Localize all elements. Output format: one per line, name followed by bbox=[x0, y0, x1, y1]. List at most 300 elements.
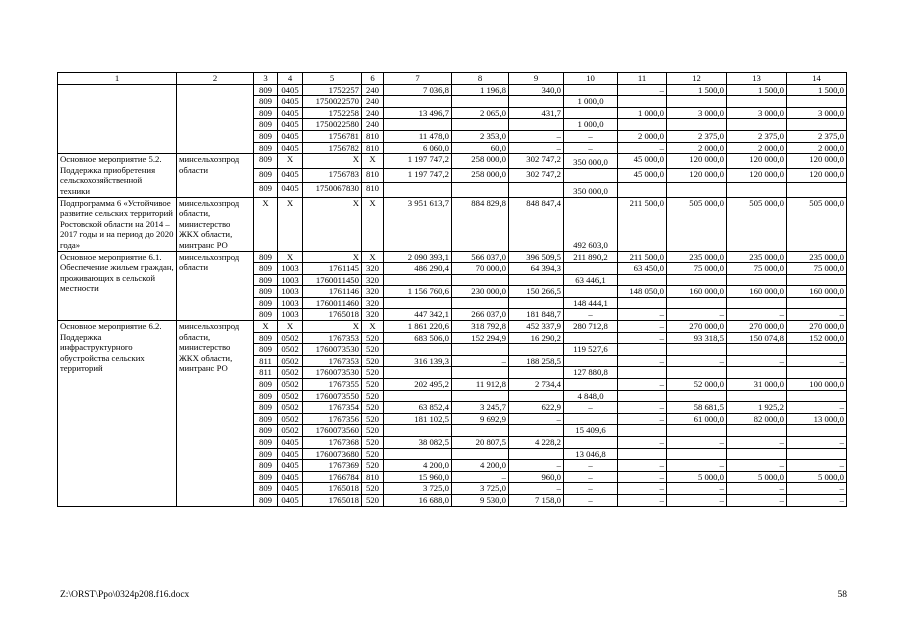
value-cell: 505 000,0 bbox=[787, 197, 847, 251]
value-cell: 60,0 bbox=[452, 142, 509, 154]
value-cell: – bbox=[727, 494, 787, 506]
value-cell: 38 082,5 bbox=[384, 437, 452, 449]
value-cell: 492 603,0 bbox=[564, 197, 618, 251]
value-cell: – bbox=[618, 460, 667, 472]
value-cell: 258 000,0 bbox=[452, 154, 509, 168]
value-cell bbox=[667, 297, 727, 309]
value-cell: 13 000,0 bbox=[787, 413, 847, 425]
value-cell: – bbox=[667, 437, 727, 449]
value-cell: – bbox=[787, 355, 847, 367]
value-cell: 1 196,8 bbox=[452, 84, 509, 96]
code-cell: 0405 bbox=[278, 107, 303, 119]
code-cell: 0405 bbox=[278, 448, 303, 460]
value-cell: – bbox=[618, 483, 667, 495]
value-cell: 16 688,0 bbox=[384, 494, 452, 506]
value-cell: – bbox=[452, 471, 509, 483]
code-cell: 1760073550 bbox=[303, 390, 362, 402]
code-cell: 0405 bbox=[278, 168, 303, 182]
code-cell: 810 bbox=[362, 142, 384, 154]
value-cell bbox=[727, 390, 787, 402]
value-cell: 6 060,0 bbox=[384, 142, 452, 154]
value-cell bbox=[727, 425, 787, 437]
footer-file-path: Z:\ORST\Ppo\0324p208.f16.docx bbox=[60, 590, 190, 600]
header-cell: 7 bbox=[384, 73, 452, 85]
value-cell: 1 500,0 bbox=[667, 84, 727, 96]
value-cell bbox=[787, 344, 847, 356]
value-cell: – bbox=[727, 355, 787, 367]
value-cell: 58 681,5 bbox=[667, 402, 727, 414]
header-cell: 8 bbox=[452, 73, 509, 85]
code-cell: 809 bbox=[254, 286, 278, 298]
value-cell: 75 000,0 bbox=[727, 263, 787, 275]
value-cell: 3 000,0 bbox=[667, 107, 727, 119]
code-cell: 809 bbox=[254, 309, 278, 321]
value-cell: 2 000,0 bbox=[787, 142, 847, 154]
value-cell bbox=[564, 437, 618, 449]
code-cell: 240 bbox=[362, 84, 384, 96]
code-cell: 520 bbox=[362, 379, 384, 391]
value-cell: 447 342,1 bbox=[384, 309, 452, 321]
value-cell bbox=[509, 448, 564, 460]
value-cell: 52 000,0 bbox=[667, 379, 727, 391]
value-cell: 11 478,0 bbox=[384, 130, 452, 142]
table-row bbox=[58, 321, 847, 333]
value-cell: – bbox=[564, 460, 618, 472]
value-cell bbox=[384, 425, 452, 437]
value-cell: 566 037,0 bbox=[452, 251, 509, 263]
code-cell: 0405 bbox=[278, 437, 303, 449]
code-cell: 0502 bbox=[278, 332, 303, 344]
value-cell: 280 712,8 bbox=[564, 321, 618, 333]
value-cell: 61 000,0 bbox=[667, 413, 727, 425]
value-cell: 127 880,8 bbox=[564, 367, 618, 379]
value-cell: – bbox=[509, 413, 564, 425]
value-cell bbox=[452, 274, 509, 286]
program-name-cell: Основное мероприятие 6.1. Обеспечение жильем граждан, проживающих в сельской местности bbox=[58, 251, 177, 321]
value-cell bbox=[384, 274, 452, 286]
value-cell: 63 852,4 bbox=[384, 402, 452, 414]
code-cell: 809 bbox=[254, 332, 278, 344]
value-cell: – bbox=[727, 460, 787, 472]
value-cell: 302 747,2 bbox=[509, 154, 564, 168]
value-cell: 63 446,1 bbox=[564, 274, 618, 286]
value-cell: 15 409,6 bbox=[564, 425, 618, 437]
value-cell bbox=[384, 183, 452, 197]
value-cell: 5 000,0 bbox=[787, 471, 847, 483]
value-cell bbox=[564, 84, 618, 96]
value-cell bbox=[564, 379, 618, 391]
value-cell bbox=[618, 274, 667, 286]
value-cell: 302 747,2 bbox=[509, 168, 564, 182]
code-cell: 1756783 bbox=[303, 168, 362, 182]
value-cell bbox=[667, 425, 727, 437]
value-cell: 4 848,0 bbox=[564, 390, 618, 402]
value-cell: 258 000,0 bbox=[452, 168, 509, 182]
code-cell: 520 bbox=[362, 402, 384, 414]
code-cell: 1767368 bbox=[303, 437, 362, 449]
value-cell bbox=[384, 448, 452, 460]
value-cell: – bbox=[452, 355, 509, 367]
value-cell: – bbox=[564, 402, 618, 414]
value-cell: 160 000,0 bbox=[787, 286, 847, 298]
value-cell: 211 500,0 bbox=[618, 197, 667, 251]
program-name-cell: Основное мероприятие 6.2. Поддержка инфраструктурного обустройства сельских территорий bbox=[58, 321, 177, 507]
value-cell: 160 000,0 bbox=[727, 286, 787, 298]
executor-cell: минсельхозпрод области, министерство ЖКХ области, минтранс РО bbox=[177, 197, 254, 251]
value-cell bbox=[452, 96, 509, 108]
value-cell: 235 000,0 bbox=[787, 251, 847, 263]
value-cell: 1 197 747,2 bbox=[384, 168, 452, 182]
value-cell: – bbox=[787, 437, 847, 449]
value-cell: 31 000,0 bbox=[727, 379, 787, 391]
value-cell: 70 000,0 bbox=[452, 263, 509, 275]
code-cell: 1767369 bbox=[303, 460, 362, 472]
code-cell: X bbox=[362, 154, 384, 168]
value-cell: 13 046,8 bbox=[564, 448, 618, 460]
value-cell: 152 000,0 bbox=[787, 332, 847, 344]
value-cell: 270 000,0 bbox=[667, 321, 727, 333]
value-cell bbox=[618, 390, 667, 402]
header-cell: 1 bbox=[58, 73, 177, 85]
table-body bbox=[58, 73, 847, 507]
value-cell: – bbox=[618, 332, 667, 344]
value-cell bbox=[667, 448, 727, 460]
value-cell: 160 000,0 bbox=[667, 286, 727, 298]
value-cell bbox=[384, 344, 452, 356]
value-cell: 75 000,0 bbox=[787, 263, 847, 275]
code-cell: 0502 bbox=[278, 390, 303, 402]
value-cell: 230 000,0 bbox=[452, 286, 509, 298]
value-cell bbox=[509, 96, 564, 108]
value-cell bbox=[787, 367, 847, 379]
code-cell: 809 bbox=[254, 154, 278, 168]
code-cell: 0405 bbox=[278, 183, 303, 197]
code-cell: 1765018 bbox=[303, 309, 362, 321]
header-cell: 12 bbox=[667, 73, 727, 85]
header-cell: 2 bbox=[177, 73, 254, 85]
code-cell: 1750022570 bbox=[303, 96, 362, 108]
value-cell: – bbox=[787, 483, 847, 495]
code-cell: 1765018 bbox=[303, 483, 362, 495]
value-cell bbox=[564, 168, 618, 182]
value-cell: 4 200,0 bbox=[384, 460, 452, 472]
value-cell bbox=[564, 413, 618, 425]
code-cell: 0405 bbox=[278, 96, 303, 108]
code-cell: 1760073680 bbox=[303, 448, 362, 460]
value-cell bbox=[564, 332, 618, 344]
value-cell: 2 000,0 bbox=[727, 142, 787, 154]
value-cell: 64 394,3 bbox=[509, 263, 564, 275]
value-cell: 45 000,0 bbox=[618, 154, 667, 168]
value-cell bbox=[727, 297, 787, 309]
value-cell: – bbox=[509, 460, 564, 472]
code-cell: 520 bbox=[362, 425, 384, 437]
value-cell: 1 000,0 bbox=[564, 119, 618, 131]
value-cell: 5 000,0 bbox=[667, 471, 727, 483]
header-cell: 4 bbox=[278, 73, 303, 85]
header-cell: 6 bbox=[362, 73, 384, 85]
value-cell: 202 495,2 bbox=[384, 379, 452, 391]
code-cell: 1760011460 bbox=[303, 297, 362, 309]
value-cell bbox=[384, 297, 452, 309]
value-cell: – bbox=[618, 471, 667, 483]
value-cell: – bbox=[564, 309, 618, 321]
value-cell: – bbox=[564, 471, 618, 483]
code-cell: 1761146 bbox=[303, 286, 362, 298]
code-cell: 0502 bbox=[278, 402, 303, 414]
code-cell: 809 bbox=[254, 96, 278, 108]
value-cell: 1 156 760,6 bbox=[384, 286, 452, 298]
code-cell: 520 bbox=[362, 437, 384, 449]
value-cell: 188 258,5 bbox=[509, 355, 564, 367]
code-cell: 1003 bbox=[278, 274, 303, 286]
value-cell: 93 318,5 bbox=[667, 332, 727, 344]
value-cell: 340,0 bbox=[509, 84, 564, 96]
value-cell: 396 509,5 bbox=[509, 251, 564, 263]
value-cell: 4 228,2 bbox=[509, 437, 564, 449]
code-cell: 809 bbox=[254, 494, 278, 506]
value-cell bbox=[787, 390, 847, 402]
value-cell bbox=[564, 286, 618, 298]
value-cell bbox=[667, 390, 727, 402]
code-cell: 1760073530 bbox=[303, 344, 362, 356]
value-cell bbox=[667, 274, 727, 286]
value-cell bbox=[509, 183, 564, 197]
value-cell: – bbox=[667, 483, 727, 495]
value-cell bbox=[618, 119, 667, 131]
value-cell bbox=[787, 448, 847, 460]
executor-cell bbox=[177, 84, 254, 154]
code-cell: 320 bbox=[362, 286, 384, 298]
value-cell: 270 000,0 bbox=[727, 321, 787, 333]
code-cell: 811 bbox=[254, 367, 278, 379]
value-cell: – bbox=[618, 309, 667, 321]
page-number: 58 bbox=[837, 590, 847, 600]
value-cell: 884 829,8 bbox=[452, 197, 509, 251]
value-cell: 211 890,2 bbox=[564, 251, 618, 263]
code-cell: 0502 bbox=[278, 379, 303, 391]
code-cell: X bbox=[303, 251, 362, 263]
code-cell: X bbox=[278, 154, 303, 168]
value-cell bbox=[618, 344, 667, 356]
value-cell: 505 000,0 bbox=[727, 197, 787, 251]
value-cell: 316 139,3 bbox=[384, 355, 452, 367]
value-cell bbox=[564, 355, 618, 367]
header-row bbox=[58, 73, 847, 85]
value-cell: 2 000,0 bbox=[667, 142, 727, 154]
value-cell bbox=[509, 425, 564, 437]
value-cell bbox=[727, 274, 787, 286]
program-name-cell: Подпрограмма 6 «Устойчивое развитие сельских территорий Ростовской области на 2014 – 2017 годы и на период до 2020 года» bbox=[58, 197, 177, 251]
code-cell: 1760073560 bbox=[303, 425, 362, 437]
value-cell: 1 500,0 bbox=[787, 84, 847, 96]
code-cell: 1766784 bbox=[303, 471, 362, 483]
value-cell: 2 000,0 bbox=[618, 130, 667, 142]
value-cell bbox=[452, 390, 509, 402]
code-cell: 809 bbox=[254, 297, 278, 309]
value-cell: 2 353,0 bbox=[452, 130, 509, 142]
value-cell: – bbox=[618, 402, 667, 414]
value-cell: 2 734,4 bbox=[509, 379, 564, 391]
executor-cell: минсельхозпрод области, министерство ЖКХ области, минтранс РО bbox=[177, 321, 254, 507]
code-cell: 810 bbox=[362, 168, 384, 182]
value-cell: 235 000,0 bbox=[727, 251, 787, 263]
value-cell: 75 000,0 bbox=[667, 263, 727, 275]
code-cell: X bbox=[362, 197, 384, 251]
code-cell: 320 bbox=[362, 263, 384, 275]
value-cell: 3 725,0 bbox=[452, 483, 509, 495]
code-cell: X bbox=[303, 197, 362, 251]
header-cell: 14 bbox=[787, 73, 847, 85]
code-cell: 1750067830 bbox=[303, 183, 362, 197]
value-cell: 150 074,8 bbox=[727, 332, 787, 344]
value-cell: 486 290,4 bbox=[384, 263, 452, 275]
value-cell: 2 065,0 bbox=[452, 107, 509, 119]
value-cell bbox=[564, 107, 618, 119]
code-cell: 809 bbox=[254, 344, 278, 356]
code-cell: 0405 bbox=[278, 483, 303, 495]
code-cell: 1756781 bbox=[303, 130, 362, 142]
value-cell: 2 375,0 bbox=[727, 130, 787, 142]
value-cell: 5 000,0 bbox=[727, 471, 787, 483]
value-cell bbox=[452, 183, 509, 197]
value-cell: – bbox=[618, 355, 667, 367]
value-cell bbox=[787, 297, 847, 309]
code-cell: 520 bbox=[362, 344, 384, 356]
code-cell: 810 bbox=[362, 183, 384, 197]
value-cell: 100 000,0 bbox=[787, 379, 847, 391]
code-cell: 320 bbox=[362, 297, 384, 309]
code-cell: 1767353 bbox=[303, 332, 362, 344]
code-cell: 520 bbox=[362, 494, 384, 506]
value-cell bbox=[452, 119, 509, 131]
header-cell: 11 bbox=[618, 73, 667, 85]
code-cell: 809 bbox=[254, 274, 278, 286]
value-cell bbox=[618, 96, 667, 108]
code-cell: 0405 bbox=[278, 84, 303, 96]
code-cell: 1767354 bbox=[303, 402, 362, 414]
code-cell: 1752257 bbox=[303, 84, 362, 96]
value-cell: – bbox=[618, 84, 667, 96]
value-cell: – bbox=[618, 494, 667, 506]
value-cell bbox=[509, 344, 564, 356]
code-cell: X bbox=[254, 197, 278, 251]
value-cell bbox=[787, 183, 847, 197]
code-cell: 1767356 bbox=[303, 413, 362, 425]
value-cell: – bbox=[787, 460, 847, 472]
value-cell: 181 102,5 bbox=[384, 413, 452, 425]
code-cell: 520 bbox=[362, 448, 384, 460]
value-cell: 960,0 bbox=[509, 471, 564, 483]
value-cell: 120 000,0 bbox=[727, 168, 787, 182]
code-cell: 810 bbox=[362, 471, 384, 483]
value-cell bbox=[452, 448, 509, 460]
code-cell: 520 bbox=[362, 413, 384, 425]
header-cell: 9 bbox=[509, 73, 564, 85]
code-cell: 809 bbox=[254, 483, 278, 495]
value-cell: 1 925,2 bbox=[727, 402, 787, 414]
value-cell: 150 266,5 bbox=[509, 286, 564, 298]
value-cell: – bbox=[564, 494, 618, 506]
value-cell: 120 000,0 bbox=[667, 168, 727, 182]
value-cell: – bbox=[727, 483, 787, 495]
value-cell: 683 506,0 bbox=[384, 332, 452, 344]
code-cell: 1003 bbox=[278, 297, 303, 309]
value-cell: 3 000,0 bbox=[787, 107, 847, 119]
value-cell: – bbox=[618, 321, 667, 333]
code-cell: X bbox=[278, 321, 303, 333]
code-cell: 809 bbox=[254, 413, 278, 425]
value-cell: 1 197 747,2 bbox=[384, 154, 452, 168]
code-cell: 320 bbox=[362, 309, 384, 321]
code-cell: 809 bbox=[254, 471, 278, 483]
program-name-cell: Основное мероприятие 5.2. Поддержка приобретения сельскохозяйственной техники bbox=[58, 154, 177, 197]
value-cell: 848 847,4 bbox=[509, 197, 564, 251]
value-cell: – bbox=[787, 309, 847, 321]
value-cell bbox=[509, 119, 564, 131]
code-cell: 0405 bbox=[278, 460, 303, 472]
code-cell: 809 bbox=[254, 119, 278, 131]
code-cell: 520 bbox=[362, 460, 384, 472]
code-cell: 320 bbox=[362, 274, 384, 286]
table-row bbox=[58, 84, 847, 96]
value-cell bbox=[452, 367, 509, 379]
code-cell: X bbox=[303, 154, 362, 168]
value-cell bbox=[452, 425, 509, 437]
header-cell: 13 bbox=[727, 73, 787, 85]
code-cell: 0502 bbox=[278, 425, 303, 437]
code-cell: 0502 bbox=[278, 344, 303, 356]
value-cell bbox=[727, 96, 787, 108]
code-cell: 0502 bbox=[278, 355, 303, 367]
value-cell: 505 000,0 bbox=[667, 197, 727, 251]
code-cell: 0405 bbox=[278, 142, 303, 154]
code-cell: 520 bbox=[362, 355, 384, 367]
value-cell: – bbox=[618, 437, 667, 449]
value-cell: 350 000,0 bbox=[564, 154, 618, 168]
code-cell: 810 bbox=[362, 130, 384, 142]
code-cell: 809 bbox=[254, 402, 278, 414]
value-cell: – bbox=[787, 402, 847, 414]
header-cell: 10 bbox=[564, 73, 618, 85]
value-cell: – bbox=[509, 142, 564, 154]
value-cell: 63 450,0 bbox=[618, 263, 667, 275]
code-cell: 520 bbox=[362, 332, 384, 344]
value-cell: 119 527,6 bbox=[564, 344, 618, 356]
code-cell: 809 bbox=[254, 263, 278, 275]
code-cell: 240 bbox=[362, 96, 384, 108]
code-cell: 0405 bbox=[278, 471, 303, 483]
value-cell: 2 375,0 bbox=[787, 130, 847, 142]
value-cell: – bbox=[727, 437, 787, 449]
code-cell: 809 bbox=[254, 379, 278, 391]
value-cell: 3 000,0 bbox=[727, 107, 787, 119]
code-cell: 809 bbox=[254, 183, 278, 197]
value-cell bbox=[384, 119, 452, 131]
executor-cell: минсельхозпрод области bbox=[177, 154, 254, 197]
value-cell bbox=[618, 183, 667, 197]
value-cell: 45 000,0 bbox=[618, 168, 667, 182]
value-cell bbox=[384, 367, 452, 379]
code-cell: X bbox=[362, 251, 384, 263]
value-cell: 120 000,0 bbox=[727, 154, 787, 168]
value-cell bbox=[787, 425, 847, 437]
code-cell: 811 bbox=[254, 355, 278, 367]
table-row bbox=[58, 154, 847, 168]
value-cell: 3 245,7 bbox=[452, 402, 509, 414]
value-cell: 622,9 bbox=[509, 402, 564, 414]
value-cell bbox=[452, 344, 509, 356]
